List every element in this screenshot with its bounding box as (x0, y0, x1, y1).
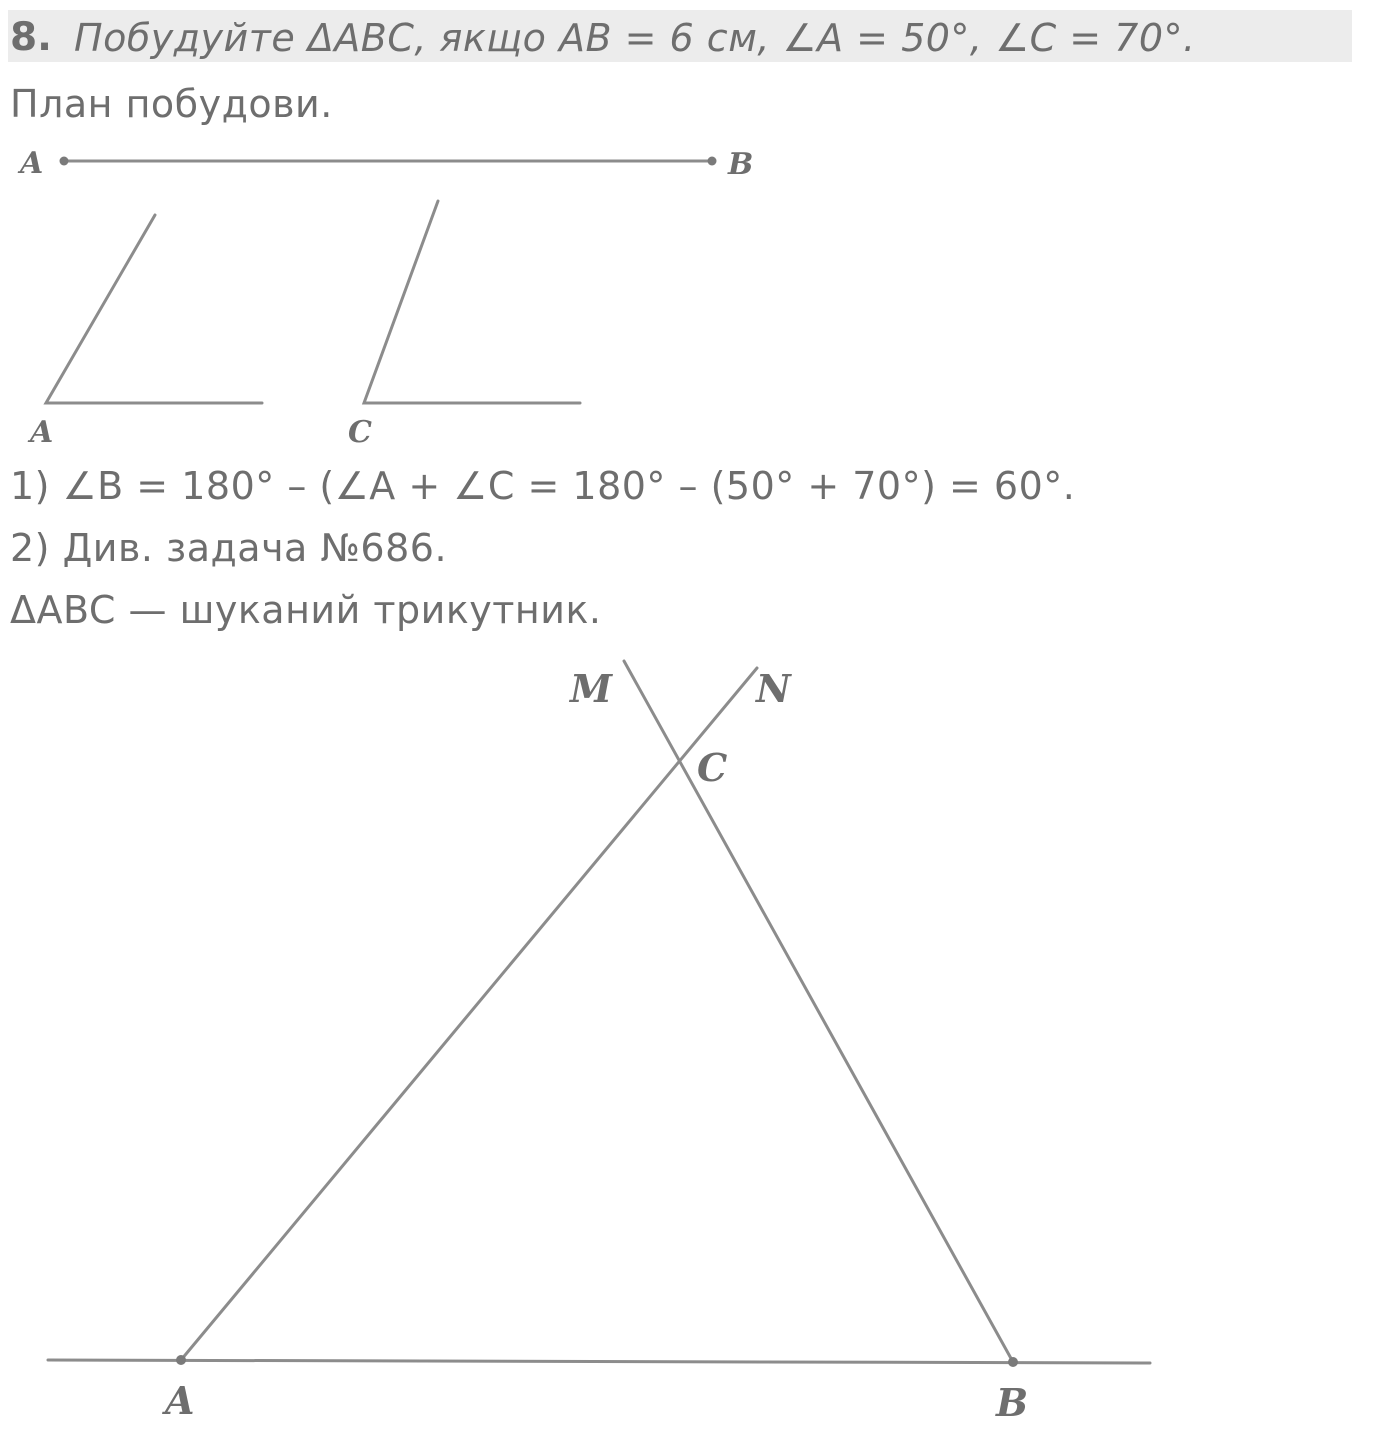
ray-m-label: M (570, 666, 613, 711)
vertex-a-point (176, 1355, 186, 1365)
given-segment-label-a: A (20, 146, 44, 181)
step-2: 2) Див. задача №686. (10, 526, 448, 570)
task-statement: Побудуйте ΔABC, якщо AB = 6 см, ∠A = 50°, ∠C = 70°. (74, 16, 1196, 60)
ray-bm (624, 661, 1013, 1362)
base-line (48, 1360, 1150, 1363)
vertex-b-point (1008, 1357, 1018, 1367)
given-segment-label-b: B (728, 147, 754, 182)
vertex-a-label: A (165, 1378, 195, 1423)
vertex-b-label: B (996, 1380, 1029, 1425)
given-angle-a (46, 215, 262, 403)
step-1: 1) ∠B = 180° – (∠A + ∠C = 180° – (50° + 70°) = 60°. (10, 464, 1076, 508)
given-angle-c-label: C (348, 415, 372, 450)
conclusion: ΔABC — шуканий трикутник. (10, 588, 602, 632)
given-angle-a-label: A (30, 415, 54, 450)
given-angle-c (364, 201, 580, 403)
given-point-b (708, 157, 717, 166)
vertex-c-label: C (697, 745, 728, 790)
ray-n-label: N (756, 666, 791, 711)
ray-an (181, 668, 757, 1360)
plan-title: План побудови. (10, 82, 333, 126)
given-point-a (60, 157, 69, 166)
task-number: 8. (10, 15, 52, 60)
